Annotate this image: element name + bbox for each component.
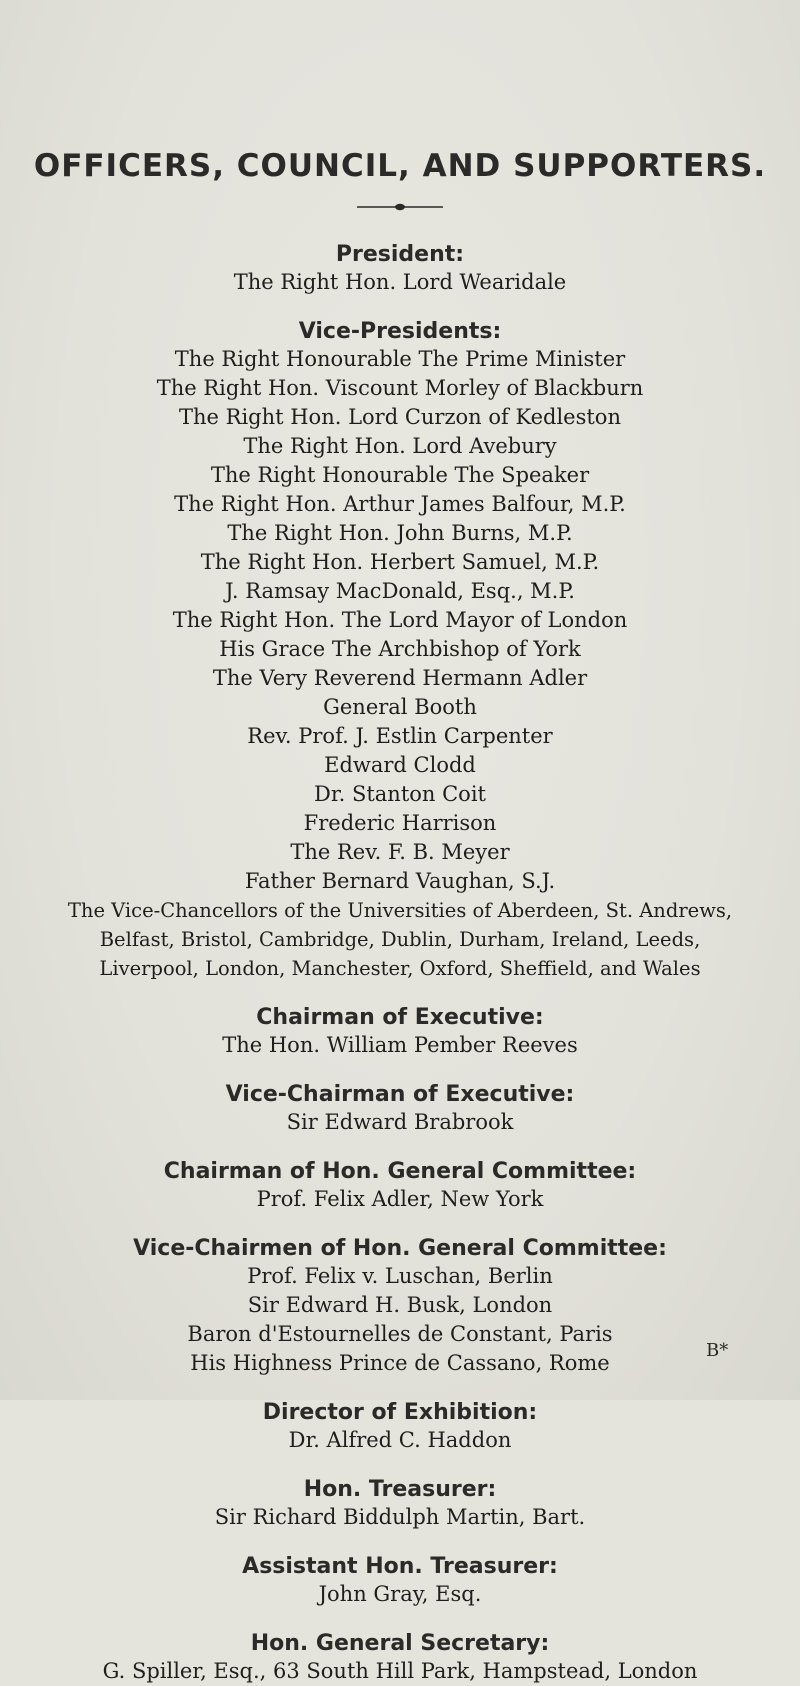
signature-mark: B* xyxy=(706,1340,729,1361)
section-heading: Hon. General Secretary: xyxy=(250,1631,550,1656)
section-heading: Director of Exhibition: xyxy=(262,1400,538,1425)
vice-chairmen-general-section xyxy=(20,1236,780,1378)
officer-name: The Right Hon. Lord Avebury xyxy=(243,434,557,458)
page-title: OFFICERS, COUNCIL, AND SUPPORTERS. xyxy=(33,148,767,184)
officer-name: The Hon. William Pember Reeves xyxy=(222,1033,578,1057)
officer-name: The Right Hon. The Lord Mayor of London xyxy=(172,608,628,632)
treasurer-section xyxy=(20,1477,780,1532)
secretary-section xyxy=(20,1631,780,1686)
officer-name: The Right Hon. Lord Curzon of Kedleston xyxy=(179,405,621,429)
officer-name: Prof. Felix Adler, New York xyxy=(256,1187,544,1211)
officer-name: J. Ramsay MacDonald, Esq., M.P. xyxy=(225,579,575,603)
officer-name: G. Spiller, Esq., 63 South Hill Park, Hampstead, London xyxy=(102,1659,698,1683)
section-heading: Assistant Hon. Treasurer: xyxy=(242,1554,558,1579)
section-heading: Hon. Treasurer: xyxy=(303,1477,497,1502)
officer-name: The Right Honourable The Prime Minister xyxy=(174,347,626,371)
officer-name: The Right Hon. Arthur James Balfour, M.P. xyxy=(174,492,626,516)
officer-name: Father Bernard Vaughan, S.J. xyxy=(244,869,556,893)
officer-name: Sir Edward H. Busk, London xyxy=(247,1293,553,1317)
section-heading: Vice-Chairmen of Hon. General Committee: xyxy=(133,1236,667,1261)
officer-name: The Right Hon. Herbert Samuel, M.P. xyxy=(200,550,600,574)
officer-name: The Right Hon. Lord Wearidale xyxy=(233,270,567,294)
section-heading: President: xyxy=(335,242,465,267)
officer-name: General Booth xyxy=(323,695,477,719)
officer-name: The Rev. F. B. Meyer xyxy=(290,840,510,864)
officer-name: Prof. Felix v. Luschan, Berlin xyxy=(247,1264,553,1288)
director-exhibition-section xyxy=(20,1400,780,1455)
officer-name: Baron d'Estournelles de Constant, Paris xyxy=(187,1322,613,1346)
chairman-executive-section xyxy=(20,1005,780,1060)
officer-name: Frederic Harrison xyxy=(303,811,497,835)
officer-name: Dr. Alfred C. Haddon xyxy=(288,1428,512,1452)
officer-name: Edward Clodd xyxy=(324,753,476,777)
vice-presidents-section xyxy=(20,319,780,983)
universities-line: The Vice-Chancellors of the Universities of Aberdeen, St. Andrews, xyxy=(67,899,733,922)
officer-name: Sir Edward Brabrook xyxy=(286,1110,514,1134)
universities-line: Liverpool, London, Manchester, Oxford, Sheffield, and Wales xyxy=(99,957,701,980)
officer-name: Rev. Prof. J. Estlin Carpenter xyxy=(247,724,553,748)
universities-line: Belfast, Bristol, Cambridge, Dublin, Durham, Ireland, Leeds, xyxy=(99,928,701,951)
officer-name: Sir Richard Biddulph Martin, Bart. xyxy=(214,1505,586,1529)
section-heading: Chairman of Hon. General Committee: xyxy=(163,1159,637,1184)
officer-name: The Very Reverend Hermann Adler xyxy=(212,666,588,690)
section-heading: Vice-Presidents: xyxy=(298,319,502,344)
officer-name: John Gray, Esq. xyxy=(318,1582,482,1606)
officer-name: His Grace The Archbishop of York xyxy=(219,637,581,661)
chairman-general-section xyxy=(20,1159,780,1214)
assistant-treasurer-section xyxy=(20,1554,780,1609)
section-heading: Vice-Chairman of Executive: xyxy=(225,1082,575,1107)
divider-ornament xyxy=(355,200,445,214)
president-section xyxy=(20,242,780,297)
officer-name: The Right Hon. John Burns, M.P. xyxy=(227,521,573,545)
officer-name: The Right Hon. Viscount Morley of Blackburn xyxy=(156,376,644,400)
vice-chairman-executive-section xyxy=(20,1082,780,1137)
officer-name: His Highness Prince de Cassano, Rome xyxy=(190,1351,610,1375)
officer-name: Dr. Stanton Coit xyxy=(314,782,486,806)
section-heading: Chairman of Executive: xyxy=(256,1005,544,1030)
officer-name: The Right Honourable The Speaker xyxy=(210,463,590,487)
officers-list xyxy=(20,242,780,1686)
